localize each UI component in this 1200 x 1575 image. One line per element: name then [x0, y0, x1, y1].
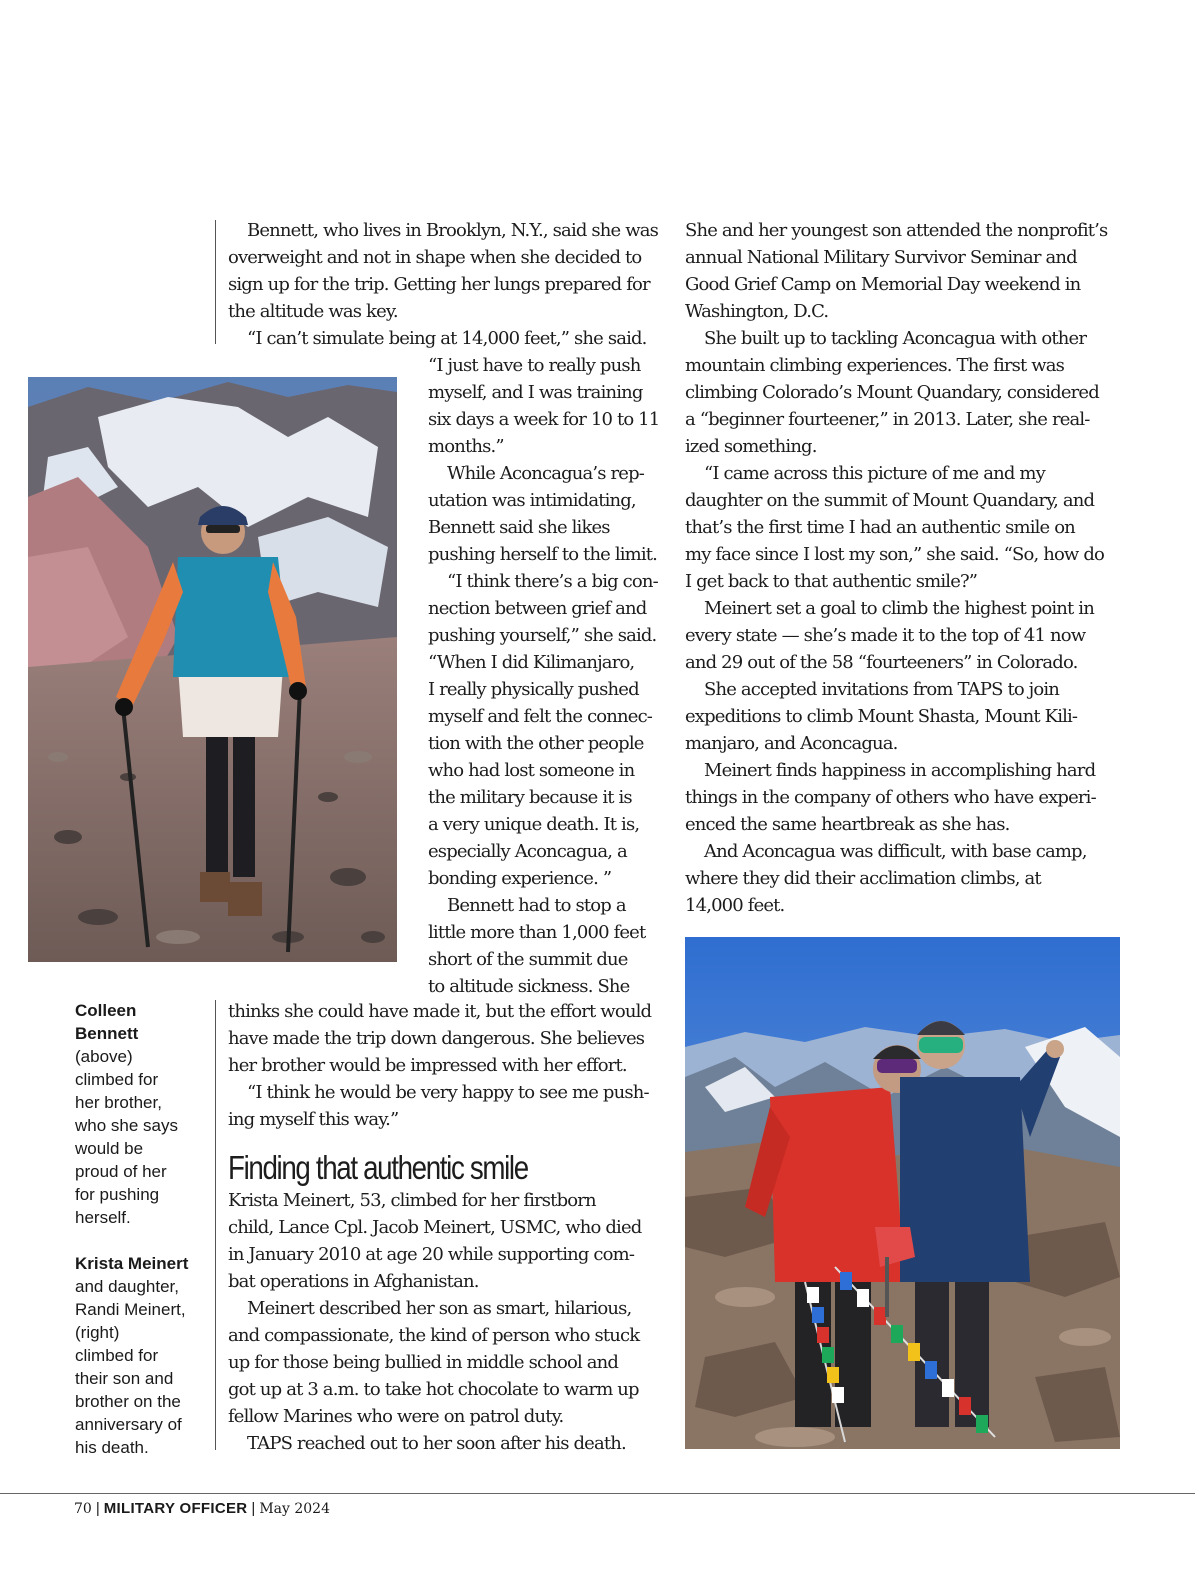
paragraph	[685, 595, 1125, 676]
caption-line: (above)	[75, 1047, 133, 1066]
column-rule-bottom	[215, 1000, 216, 1450]
caption-paragraph	[75, 1252, 195, 1459]
text-line: Meinert described her son as smart, hilarious,	[247, 1298, 632, 1319]
text-line: manjaro, and Aconcagua.	[685, 733, 898, 754]
text-line: utation was intimidating,	[428, 490, 636, 511]
article-column-left-bottom	[228, 998, 668, 1133]
text-line: She built up to tackling Aconcagua with other	[704, 328, 1087, 349]
text-line: to altitude sickness. She	[428, 976, 630, 997]
caption-line: climbed for	[75, 1346, 159, 1365]
paragraph	[685, 757, 1125, 838]
text-line: Washington, D.C.	[685, 301, 829, 322]
text-line: bonding experience. ”	[428, 868, 612, 889]
text-line: in January 2010 at age 20 while supporting com-	[228, 1244, 635, 1265]
paragraph	[228, 325, 668, 352]
paragraph	[428, 460, 668, 568]
text-line: annual National Military Survivor Seminar and	[685, 247, 1077, 268]
caption-line: anniversary of	[75, 1415, 182, 1434]
text-line: climbing Colorado’s Mount Quandary, considered	[685, 382, 1099, 403]
text-line: that’s the first time I had an authentic smile on	[685, 517, 1075, 538]
text-line: Bennett, who lives in Brooklyn, N.Y., said she was	[247, 220, 659, 241]
paragraph	[228, 1430, 668, 1457]
paragraph	[685, 838, 1125, 919]
column-rule-top	[215, 220, 216, 344]
article-column-left-top	[228, 217, 668, 352]
text-line: mountain climbing experiences. The first was	[685, 355, 1065, 376]
caption-line: his death.	[75, 1438, 149, 1457]
publication-name: MILITARY OFFICER	[103, 1500, 248, 1517]
text-line: thinks she could have made it, but the effort would	[228, 1001, 652, 1022]
text-line: She accepted invitations from TAPS to join	[704, 679, 1060, 700]
caption-line: her brother,	[75, 1093, 162, 1112]
text-line: enced the same heartbreak as she has.	[685, 814, 1010, 835]
paragraph	[685, 460, 1125, 595]
text-line: and 29 out of the 58 “fourteeners” in Colorado.	[685, 652, 1078, 673]
text-line: myself and felt the connec-	[428, 706, 653, 727]
text-line: and compassionate, the kind of person who stuck	[228, 1325, 640, 1346]
caption-line: climbed for	[75, 1070, 159, 1089]
caption-line: and daughter,	[75, 1277, 179, 1296]
text-line: sign up for the trip. Getting her lungs prepared for	[228, 274, 650, 295]
paragraph	[685, 325, 1125, 460]
text-line: daughter on the summit of Mount Quandary, and	[685, 490, 1095, 511]
text-line: have made the trip down dangerous. She believes	[228, 1028, 645, 1049]
text-line: Meinert set a goal to climb the highest point in	[704, 598, 1094, 619]
text-line: “I can’t simulate being at 14,000 feet,” she said.	[247, 328, 647, 349]
text-line: I get back to that authentic smile?”	[685, 571, 978, 592]
text-line: where they did their acclimation climbs, at	[685, 868, 1041, 889]
text-line: She and her youngest son attended the nonprofit’s	[685, 220, 1108, 241]
caption-line: who she says	[75, 1116, 178, 1135]
text-line: pushing yourself,” she said.	[428, 625, 657, 646]
text-line: And Aconcagua was difficult, with base camp,	[704, 841, 1087, 862]
text-line: “I think he would be very happy to see me push-	[247, 1082, 649, 1103]
text-line: ing myself this way.”	[228, 1109, 399, 1130]
paragraph	[228, 1295, 668, 1430]
text-line: TAPS reached out to her soon after his death.	[247, 1433, 626, 1454]
text-line: every state — she’s made it to the top of 41 now	[685, 625, 1086, 646]
paragraph	[685, 217, 1125, 325]
caption-line: their son and	[75, 1369, 174, 1388]
caption-name: Bennett	[75, 1024, 139, 1043]
paragraph	[685, 676, 1125, 757]
text-line: who had lost someone in	[428, 760, 635, 781]
text-line: pushing herself to the limit.	[428, 544, 658, 565]
photo-colleen-bennett	[28, 377, 397, 962]
issue-date: May 2024	[259, 1501, 330, 1517]
caption-line: herself.	[75, 1208, 131, 1227]
text-line: the altitude was key.	[228, 301, 398, 322]
text-line: got up at 3 a.m. to take hot chocolate to warm up	[228, 1379, 639, 1400]
article-column-left-narrow	[428, 352, 668, 1000]
caption-line: (right)	[75, 1323, 120, 1342]
text-line: child, Lance Cpl. Jacob Meinert, USMC, who died	[228, 1217, 642, 1238]
text-line: fellow Marines who were on patrol duty.	[228, 1406, 564, 1427]
footer-separator: |	[251, 1500, 256, 1517]
text-line: short of the summit due	[428, 949, 628, 970]
caption-line: for pushing	[75, 1185, 160, 1204]
text-line: Meinert finds happiness in accomplishing hard	[704, 760, 1096, 781]
text-line: While Aconcagua’s rep-	[447, 463, 644, 484]
article-column-right	[685, 217, 1125, 919]
text-line: tion with the other people	[428, 733, 644, 754]
text-line: “When I did Kilimanjaro,	[428, 652, 635, 673]
section-subhead: Finding that authentic smile	[228, 1149, 528, 1186]
text-line: especially Aconcagua, a	[428, 841, 627, 862]
text-line: six days a week for 10 to 11	[428, 409, 660, 430]
paragraph	[428, 352, 668, 460]
page-number: 70	[74, 1501, 92, 1517]
text-line: Bennett said she likes	[428, 517, 610, 538]
text-line: Good Grief Camp on Memorial Day weekend in	[685, 274, 1081, 295]
caption-line: would be	[75, 1139, 144, 1158]
photo-krista-randi-meinert	[685, 937, 1120, 1449]
text-line: Bennett had to stop a	[447, 895, 626, 916]
caption-line: Randi Meinert,	[75, 1300, 186, 1319]
text-line: my face since I lost my son,” she said. “So, how do	[685, 544, 1105, 565]
text-line: myself, and I was training	[428, 382, 643, 403]
text-line: “I came across this picture of me and my	[704, 463, 1045, 484]
article-column-left-after-subhead	[228, 1187, 668, 1457]
text-line: nection between grief and	[428, 598, 647, 619]
text-line: months.”	[428, 436, 504, 457]
paragraph	[228, 217, 668, 325]
footer-rule	[0, 1493, 1195, 1494]
text-line: “I just have to really push	[428, 355, 641, 376]
text-line: ized something.	[685, 436, 817, 457]
text-line: things in the company of others who have experi-	[685, 787, 1096, 808]
page-footer	[74, 1498, 330, 1519]
paragraph	[228, 1079, 668, 1133]
text-line: “I think there’s a big con-	[447, 571, 658, 592]
paragraph	[228, 1187, 668, 1295]
text-line: little more than 1,000 feet	[428, 922, 646, 943]
text-line: I really physically pushed	[428, 679, 639, 700]
caption-line: proud of her	[75, 1162, 167, 1181]
caption-name: Colleen	[75, 1001, 137, 1020]
caption-paragraph	[75, 999, 195, 1229]
paragraph	[228, 998, 668, 1079]
text-line: expeditions to climb Mount Shasta, Mount Kili-	[685, 706, 1078, 727]
paragraph	[428, 568, 668, 892]
text-line: 14,000 feet.	[685, 895, 785, 916]
caption-line: brother on the	[75, 1392, 181, 1411]
text-line: overweight and not in shape when she decided to	[228, 247, 642, 268]
photo-caption-bennett	[75, 999, 195, 1482]
text-line: the military because it is	[428, 787, 632, 808]
text-line: a “beginner fourteener,” in 2013. Later, she real-	[685, 409, 1090, 430]
text-line: Krista Meinert, 53, climbed for her firstborn	[228, 1190, 596, 1211]
text-line: a very unique death. It is,	[428, 814, 640, 835]
footer-separator: |	[95, 1500, 100, 1517]
text-line: bat operations in Afghanistan.	[228, 1271, 479, 1292]
caption-name: Krista Meinert	[75, 1254, 189, 1273]
text-line: her brother would be impressed with her effort.	[228, 1055, 627, 1076]
paragraph	[428, 892, 668, 1000]
text-line: up for those being bullied in middle school and	[228, 1352, 619, 1373]
